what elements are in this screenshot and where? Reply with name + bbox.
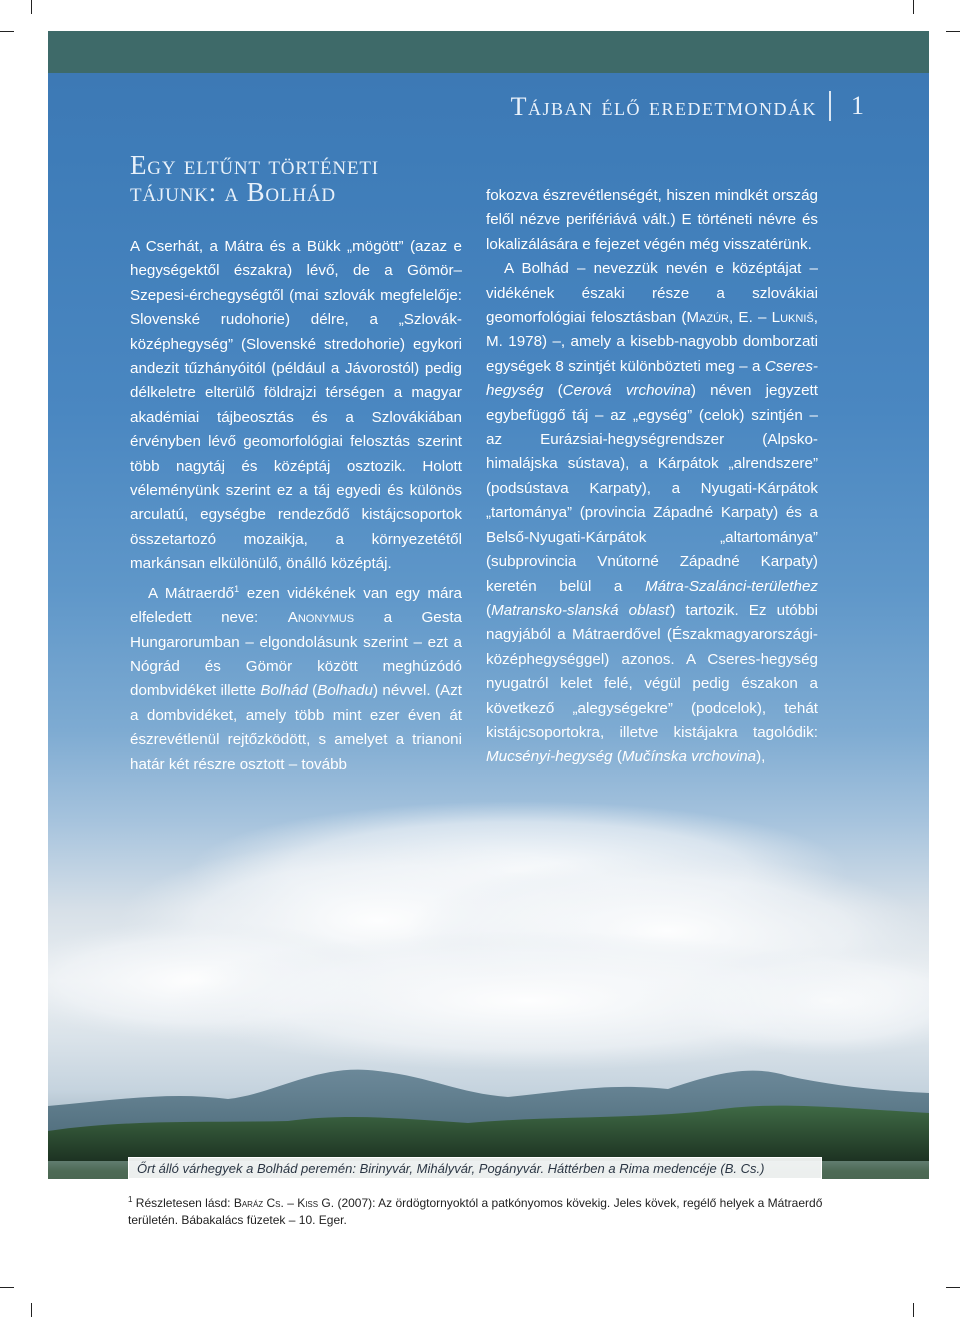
- text-run: ) néven jegyzett egybefüggő táj – az „egység” (celok) szintjén – az Eurázsiai-hegységrendszer (Alpsko-himalájska sústava), a Kárpátok „alrendszere” (podsústava Karpaty), a Nyugati-Kárpátok „tartománya” (provincia Západné Karpaty) és a Belső-Nyugati-Kárpátok „altartománya” (subprovincia Vnútorné Západné Karpaty) keretén belül a: [486, 382, 818, 595]
- text-run: A Bolhád – nevezzük nevén e középtájat – vidékének északi része a szlovákiai geomorfológiai felosztásban (: [486, 260, 818, 327]
- text-column-left: [130, 235, 462, 777]
- cloud-landscape-photo: [48, 801, 929, 1161]
- paragraph: [486, 257, 818, 770]
- text-run: ezen vidékének van egy mára elfeledett neve:: [130, 584, 462, 627]
- italic-term: Mučínska vrchovina: [621, 748, 757, 766]
- header-band: [48, 31, 929, 73]
- text-run: ),: [756, 748, 766, 766]
- text-column-right: [486, 184, 818, 770]
- chapter-title-line1: Egy eltűnt történeti: [130, 150, 379, 180]
- text-run: ) tartozik. Ez utóbbi nagyjából a Mátraerdővel (Északmagyarországi-középhegységgel) azonos. A Cseres-hegység nyugatról kelet felé, végül pedig északon a következő „alegységekre” (podcelok), tehát kistájcsoportokra, illetve kistájakra tagolódik:: [486, 601, 819, 741]
- text-run: , M. 1978) –, amely a kisebb-nagyobb domborzati egységek 8 szintjét különbözteti meg – a: [486, 309, 818, 375]
- running-title: Tájban élő eredetmondák: [510, 92, 817, 121]
- paragraph: A Cserhát, a Mátra és a Bükk „mögött” (azaz e hegységektől északra) lévő, de a Gömör–Szepesi-érchegységtől (mai szlovák megfelelője: Slovenské rudohorie) délre, a „Szlovák-középhegység” (Slovenské stredohorie) egykori andezit tűzhányóitól (például a Jávorostól) pedig délkeletre elterülő földrajzi térségen a magyar akadémiai tájbeosztás és a Szlovákiában érvényben lévő geomorfológiai felosztás szerint több nagytáj és középtáj osztozik. Holott véleményünk szerint ez a táj egyedi és különös arculatú, egységbe rendeződő kistájcsoportok összetartozó mozaikja, a környezetétől markánsan elkülönülő, önálló középtáj.: [130, 238, 462, 573]
- paragraph: [130, 577, 462, 777]
- crop-mark-right-bottom: [946, 1287, 960, 1288]
- paragraph: fokozva észrevétlenségét, hiszen mindkét ország felől nézve perifériává vált.) E történeti névre és lokalizálására e fejezet végén még visszatérünk.: [486, 187, 818, 253]
- author-name: Mazúr: [686, 309, 729, 327]
- footnote-mark: 1: [128, 1195, 133, 1204]
- text-run: (: [486, 601, 492, 619]
- italic-term: Bolhád: [260, 682, 308, 700]
- author-name: Anonymus: [287, 609, 355, 627]
- text-run: (: [612, 748, 622, 766]
- crop-mark-bottom-left: [31, 1303, 32, 1317]
- text-run: (2007): Az ördögtornyoktól a patkónyomos kövekig. Jeles kövek, regélő helyek a Mátraerdő területén. Bábakalács füzetek – 10. Eger.: [128, 1196, 823, 1227]
- page-number: 1: [851, 91, 864, 120]
- crop-mark-top-left: [31, 0, 32, 14]
- italic-term: Bolhadu: [317, 682, 373, 700]
- text-run: ) névvel. (Azt a dombvidéket, amely több mint ezer éven át észrevétlenül rejtőzködött, s amelyet a trianoni határ két részre osztott – tovább: [130, 682, 462, 773]
- text-run: (: [307, 682, 318, 700]
- italic-term: Cerová vrchovina: [562, 382, 691, 400]
- page: [48, 31, 929, 1288]
- chapter-title: [130, 152, 460, 206]
- cloud: [168, 931, 888, 1071]
- author-name: Lukniš: [771, 309, 814, 327]
- text-run: –: [283, 1196, 298, 1210]
- crop-mark-left-top: [0, 31, 14, 32]
- photo-caption: Őrt álló várhegyek a Bolhád peremén: Birinyvár, Mihályvár, Pogányvár. Háttérben a Rima medencéje (B. Cs.): [128, 1157, 822, 1179]
- text-run: , E. –: [729, 309, 772, 327]
- footnote-area: [48, 1179, 929, 1288]
- italic-term: Mátra-Szalánci-területhez: [644, 577, 818, 595]
- running-head: [511, 91, 841, 122]
- italic-term: Mucsényi-hegység: [486, 748, 613, 766]
- crop-mark-top-right: [913, 0, 914, 14]
- author-name: Baráz Cs.: [233, 1196, 284, 1210]
- author-name: Kiss G.: [297, 1196, 335, 1210]
- text-run: Részletesen lásd:: [132, 1196, 234, 1210]
- header-separator: [829, 91, 831, 121]
- crop-mark-right-top: [946, 31, 960, 32]
- text-run: a Gesta Hungarorumban – elgondolásunk szerint – ezt a Nógrád és Gömör között meghúzódó dombvidéket illette: [130, 609, 462, 700]
- footnote: [128, 1191, 828, 1229]
- crop-mark-bottom-right: [913, 1303, 914, 1317]
- text-run: (: [543, 382, 563, 400]
- crop-mark-left-bottom: [0, 1287, 14, 1288]
- italic-term: Cseres-hegység: [486, 357, 818, 400]
- italic-term: Matransko-slanská oblasť: [491, 601, 671, 619]
- text-run: A Mátraerdő: [148, 584, 235, 602]
- footnote-ref: 1: [234, 583, 240, 594]
- chapter-title-line2: tájunk: a Bolhád: [130, 177, 336, 207]
